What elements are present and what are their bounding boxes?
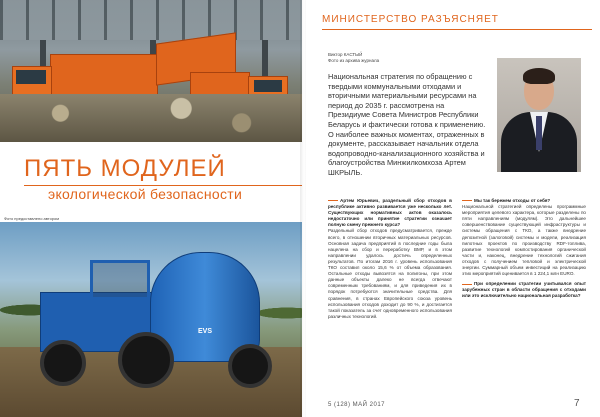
garbage-trucks-photo — [0, 0, 302, 142]
question-2: Мы так бережем отходы от себя? — [462, 198, 586, 204]
tractor-cab — [90, 260, 150, 300]
answer-2: Национальной стратегией определены программные мероприятия целевого характера, которые разделены по пяти направлениям (модулям). Это дальнейшее совершенствование существующей инфраструктуры и системы обращения с ТКО, а также внедрение депозитной (залоговой) системы и модели, реализация пилотных проектов по производству RDF-топлива, развитие технологий компостирования органической части и, наконец, внедрение технологий сжигания отходов с получением тепловой и электрической энергии. Суммарный объем инвестиций на реализацию этих мероприятий оценивается в 1 224,1 млн EURO. — [462, 204, 586, 277]
article-lead: Национальная стратегия по обращению с твердыми коммунальными отходами и вторичными материальными ресурсами на период до 2035 г. рассмотрена на Президиуме Совета Министров Республики Беларусь и фактически готова к применению. О наиболее важных моментах, отраженных в документе, рассказывает начальник отдела водопроводно-канализационного хозяйства и благоустройства Минжилкомхоза Артем ШКРЫЛЬ. — [328, 72, 486, 177]
question-3: При определении стратегии учитывался опыт зарубежных стран в области обращения с отходами или это исключительно национальная разработка? — [462, 281, 586, 299]
article-title: ПЯТЬ МОДУЛЕЙ — [24, 155, 226, 182]
answer-1: Раздельный сбор отходов предусматривается, прежде всего, в отношении вторичных материальных ресурсов. Основная задача предприятий в последние годы была нацелена на сбор и переработку ВМР, и в этом направлении удалось достичь определенных результатов. По итогам 2016 г. уровень использования ТКО составил около 15,6 % от объема образования. Остальные отходы вывозятся на полигоны, при этом данные объекты далеко не всегда отвечают современным требованиям, и для приведения их в порядок потребуются значительные средства. Для сравнения, в странах Европейского союза уровень использования отходов доходит до 90 %, и достигается такой показатель за счет одновременного использования различных технологий. — [328, 228, 452, 319]
article-subtitle: экологической безопасности — [48, 186, 243, 202]
issue-info: 5 (128) МАЙ 2017 — [328, 402, 386, 408]
section-divider — [322, 29, 592, 30]
question-1: Артем Юрьевич, раздельный сбор отходов в республике активно развивается уже несколько лет. Существующих нормативных актов оказалось недостаточно или принятие стратегии означает полную смену прежнего курса? — [328, 198, 452, 228]
photo-caption: Фото предоставлено автором — [4, 216, 60, 221]
tractor-photo — [0, 222, 302, 417]
trailer-wheel — [228, 344, 272, 388]
hall-roof — [0, 0, 302, 40]
text-column-1 — [328, 198, 452, 320]
photo-credit: Фото из архива журнала — [328, 58, 380, 63]
interviewee-portrait — [497, 58, 581, 172]
right-page — [306, 0, 600, 417]
tank-logo: EVS — [198, 328, 213, 335]
section-heading: МИНИСТЕРСТВО РАЗЪЯСНЯЕТ — [322, 14, 499, 25]
article-title-block — [24, 156, 294, 202]
text-column-2 — [462, 198, 586, 300]
author-name: Виктор КАСТЫЙ — [328, 52, 363, 57]
waste-pile — [0, 94, 302, 142]
tractor-wheel — [40, 340, 86, 386]
page-number: 7 — [574, 398, 580, 409]
title-divider — [24, 185, 302, 186]
article-body — [328, 198, 586, 394]
tractor-wheel — [118, 332, 174, 388]
